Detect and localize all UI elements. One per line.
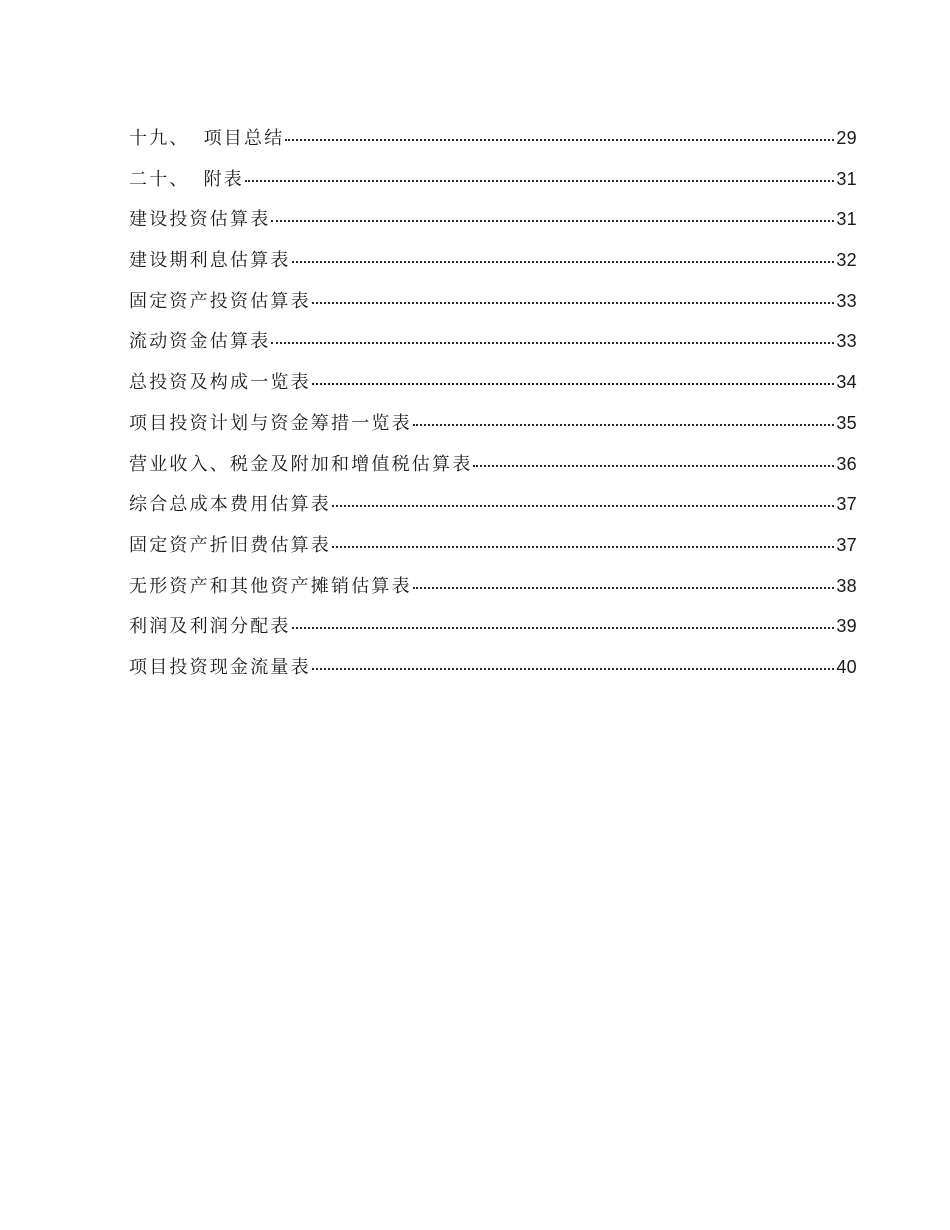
toc-entry-page-number: 35 [836, 412, 857, 433]
dot-leader [312, 382, 835, 385]
toc-entry-page-number: 31 [836, 168, 857, 189]
toc-entry-cash-flow[interactable] [129, 647, 857, 688]
dot-leader [332, 545, 834, 548]
toc-entry-page-number: 31 [836, 209, 857, 230]
toc-entry-label: 建设投资估算表 [129, 209, 271, 231]
dot-leader [285, 138, 834, 141]
dot-leader [292, 626, 835, 629]
toc-entry-revenue-tax[interactable] [129, 444, 857, 485]
toc-entry-page-number: 37 [836, 494, 857, 515]
toc-entry-page-number: 39 [836, 616, 857, 637]
table-of-contents [129, 118, 857, 688]
dot-leader [292, 260, 835, 263]
dot-leader [413, 423, 835, 426]
toc-entry-total-cost[interactable] [129, 484, 857, 525]
dot-leader [312, 667, 835, 670]
toc-entry-appendix[interactable] [129, 159, 857, 200]
toc-entry-investment-plan[interactable] [129, 403, 857, 444]
toc-entry-number: 二十、 [129, 168, 190, 190]
toc-entry-page-number: 36 [836, 453, 857, 474]
toc-entry-title [129, 160, 244, 201]
dot-leader [271, 219, 834, 222]
toc-entry-title [129, 119, 284, 160]
dot-leader [271, 341, 834, 344]
toc-entry-profit-distribution[interactable] [129, 606, 857, 647]
toc-entry-label: 利润及利润分配表 [129, 616, 291, 638]
toc-entry-number: 十九、 [129, 128, 190, 149]
toc-entry-page-number: 33 [836, 290, 857, 311]
toc-entry-total-investment[interactable] [129, 362, 857, 403]
dot-leader [473, 464, 834, 467]
toc-entry-project-summary[interactable] [129, 118, 857, 159]
dot-leader [332, 504, 834, 507]
toc-entry-page-number: 40 [836, 656, 857, 677]
toc-entry-page-number: 33 [836, 331, 857, 352]
dot-leader [312, 301, 835, 304]
toc-entry-page-number: 32 [836, 250, 857, 271]
dot-leader [245, 179, 834, 182]
toc-entry-label: 项目总结 [203, 128, 285, 149]
toc-entry-construction-investment[interactable] [129, 199, 857, 240]
toc-entry-amortization[interactable] [129, 566, 857, 607]
toc-entry-page-number: 29 [836, 128, 857, 148]
toc-entry-label: 固定资产折旧费估算表 [129, 534, 331, 556]
toc-entry-label: 建设期利息估算表 [129, 250, 291, 272]
toc-entry-working-capital[interactable] [129, 321, 857, 362]
toc-entry-construction-interest[interactable] [129, 240, 857, 281]
toc-entry-label: 综合总成本费用估算表 [129, 494, 331, 516]
toc-entry-depreciation[interactable] [129, 525, 857, 566]
toc-entry-page-number: 37 [836, 534, 857, 555]
toc-entry-label: 无形资产和其他资产摊销估算表 [129, 575, 412, 597]
toc-entry-page-number: 38 [836, 575, 857, 596]
toc-entry-page-number: 34 [836, 372, 857, 393]
toc-entry-label: 项目投资现金流量表 [129, 656, 311, 678]
toc-entry-label: 营业收入、税金及附加和增值税估算表 [129, 453, 473, 475]
toc-entry-fixed-asset-investment[interactable] [129, 281, 857, 322]
dot-leader [413, 586, 835, 589]
toc-entry-label: 流动资金估算表 [129, 331, 271, 353]
toc-entry-label: 附表 [203, 168, 245, 190]
toc-entry-label: 固定资产投资估算表 [129, 290, 311, 312]
toc-entry-label: 总投资及构成一览表 [129, 372, 311, 394]
toc-entry-label: 项目投资计划与资金筹措一览表 [129, 412, 412, 434]
